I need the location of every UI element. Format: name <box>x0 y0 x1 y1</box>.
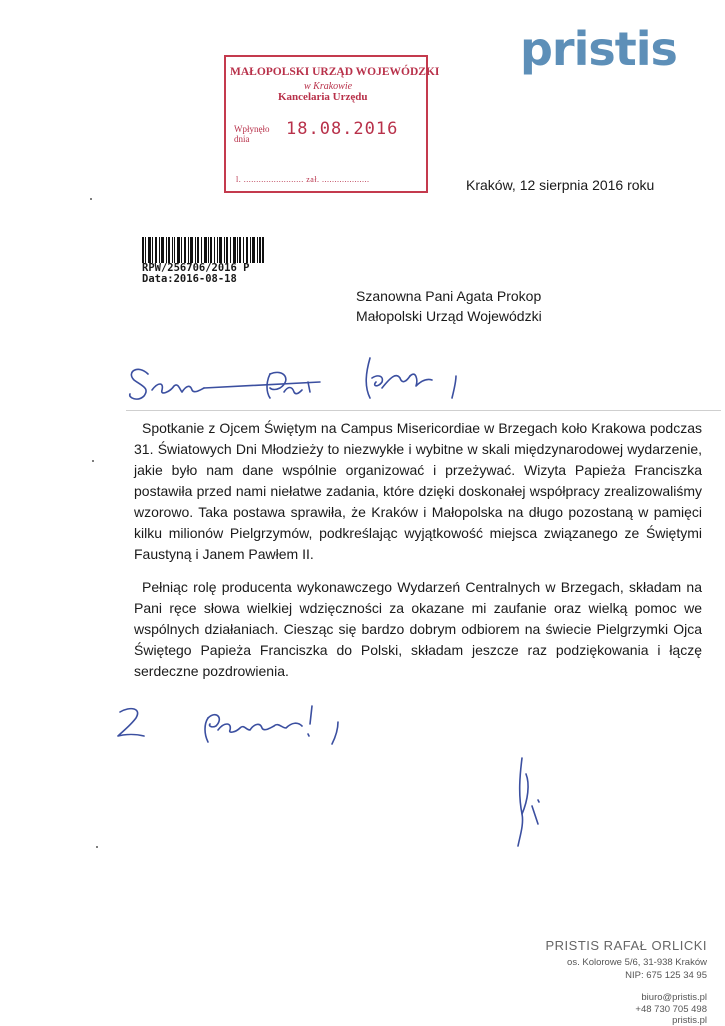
barcode-image <box>142 237 264 263</box>
stamp-received-label: Wpłynęło dnia <box>234 124 270 144</box>
stamp-footer-line: l. ........................ zał. ................... <box>236 175 370 184</box>
handwritten-closing <box>112 700 352 750</box>
registry-number <box>142 263 249 285</box>
letter-date: Kraków, 12 sierpnia 2016 roku <box>466 177 655 193</box>
stamp-received-date: 18.08.2016 <box>286 119 399 139</box>
separator-line <box>126 410 721 411</box>
registry-stamp <box>224 55 440 193</box>
recipient-block <box>356 286 542 326</box>
margin-dot <box>96 846 98 848</box>
handwritten-salutation <box>120 352 480 408</box>
body-paragraph-1: Spotkanie z Ojcem Świętym na Campus Misericordiae w Brzegach koło Krakowa podczas 31. Światowych Dni Młodzieży to niezwykłe i wybitne w skali międzynarodowej wydarzenie, jakie było nam dane wspólnie organizować i przeżywać. Wizyta Papieża Franciszka postawiła przed nami niełatwe zadania, które dzięki doskonałej współpracy zrealizowaliśmy wzorowo. Taka postawa sprawiła, że Kraków i Małopolska na długo pozostaną w pamięci kilku milionów Pielgrzymów, podkreślając wyjątkowość miejsca związanego ze Świętymi Faustyną i Janem Pawłem II. <box>134 420 702 562</box>
rpw-date: Data:2016-08-18 <box>142 273 237 285</box>
stamp-department: Kancelaria Urzędu <box>278 91 368 103</box>
company-logo: pristis <box>520 22 677 76</box>
margin-dot <box>92 460 94 462</box>
stamp-office-name: MAŁOPOLSKI URZĄD WOJEWÓDZKI <box>230 66 440 78</box>
rpw-number: RPW/256706/2016 P <box>142 262 250 274</box>
footer-phone: +48 730 705 498 <box>635 1004 707 1015</box>
stamp-city: w Krakowie <box>304 81 353 92</box>
footer-website: pristis.pl <box>672 1015 707 1026</box>
footer-address: os. Kolorowe 5/6, 31-938 Kraków <box>567 957 707 968</box>
recipient-office: Małopolski Urząd Wojewódzki <box>356 308 542 324</box>
footer-nip: NIP: 675 125 34 95 <box>625 970 707 981</box>
margin-dot <box>90 198 92 200</box>
body-paragraph-2: Pełniąc rolę producenta wykonawczego Wydarzeń Centralnych w Brzegach, składam na Pani ręce słowa wielkiej wdzięczności za okazane mi zaufanie oraz wielką pomoc we wspólnych działaniach. Ciesząc się bardzo dobrym odbiorem na świecie Pielgrzymki Ojca Świętego Papieża Franciszka do Polski, składam jeszcze raz podziękowania i łączę serdeczne pozdrowienia. <box>134 579 702 679</box>
footer-email: biuro@pristis.pl <box>641 992 707 1003</box>
recipient-name: Szanowna Pani Agata Prokop <box>356 288 542 304</box>
handwritten-signature <box>508 754 548 850</box>
footer-company-name: PRISTIS RAFAŁ ORLICKI <box>545 938 707 953</box>
